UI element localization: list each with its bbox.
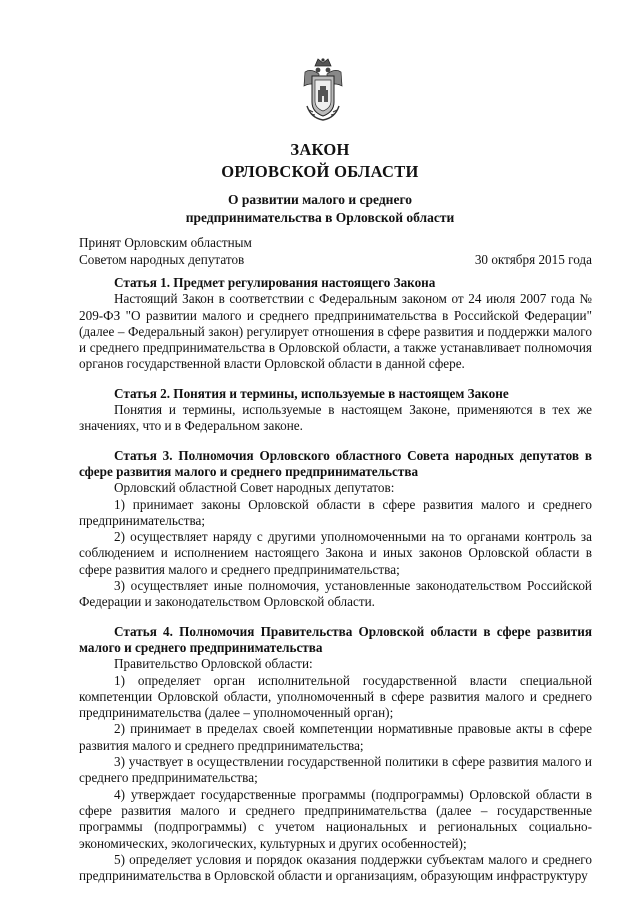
law-title: ЗАКОН [290,140,350,159]
adoption-info [79,234,252,268]
article-paragraph: 2) осуществляет наряду с другими уполномоченными на то органами контроль за соблюдением и исполнением настоящего Закона и иных законов Орловской области в сфере развития малого и среднего предпринимательства; [79,529,592,577]
article-paragraph: Настоящий Закон в соответствии с Федеральным законом от 24 июля 2007 года № 209-ФЗ "О развитии малого и среднего предпринимательства в Российской Федерации" (далее – Федеральный закон) регулирует отношения в сфере развития и поддержки малого и среднего предпринимательства в Орловской области, а также устанавливает полномочия органов государственной власти Орловской области в данной сфере. [79,291,592,372]
article-paragraph: 5) определяет условия и порядок оказания поддержки субъектам малого и среднего предпринимательства в Орловской области и организациям, образующим инфраструктуру [79,851,592,884]
adoption-date: 30 октября 2015 года [474,252,592,267]
subtitle-line: предпринимательства в Орловской области [185,210,455,225]
law-body [79,275,592,884]
article-paragraph: Понятия и термины, используемые в настоящем Законе, применяются в тех же значениях, что и в Федеральном законе. [79,402,592,434]
article-3 [79,448,592,611]
article-2 [79,386,592,435]
article-paragraph: Орловский областной Совет народных депутатов: [114,480,395,496]
article-1 [79,275,592,373]
coat-of-arms-emblem [301,56,345,124]
subtitle-line: О развитии малого и среднего [227,192,413,207]
article-paragraph: 1) принимает законы Орловской области в сфере развития малого и среднего предпринимательства; [79,496,592,528]
adoption-line: Принят Орловским областным [79,235,252,250]
article-paragraph: 2) принимает в пределах своей компетенции нормативные правовые акты в сфере развития малого и среднего предпринимательства; [79,721,592,753]
law-subtitle [0,191,640,227]
article-heading: Статья 3. Полномочия Орловского областного Совета народных депутатов в сфере развития малого и среднего предпринимательства [79,447,592,479]
article-4 [79,624,592,885]
law-region-title: ОРЛОВСКОЙ ОБЛАСТИ [221,162,419,181]
article-heading: Статья 1. Предмет регулирования настоящего Закона [114,275,436,290]
article-heading: Статья 4. Полномочия Правительства Орловской области в сфере развития малого и среднего предпринимательства [79,623,592,655]
article-paragraph: Правительство Орловской области: [114,656,313,672]
article-paragraph: 1) определяет орган исполнительной государственной власти специальной компетенции Орловской области, уполномоченный в сфере развития малого и среднего предпринимательства (далее – уполномоченный орган); [79,672,592,721]
article-heading: Статья 2. Понятия и термины, используемые в настоящем Законе [114,385,509,401]
article-paragraph: 4) утверждает государственные программы (подпрограммы) Орловской области в сфере развития малого и среднего предпринимательства (далее – государственные программы (подпрограммы) с учетом национальных и региональных социально-экономических, экологических, культурных и других особенностей); [79,786,592,851]
article-paragraph: 3) участвует в осуществлении государственной политики в сфере развития малого и среднего предпринимательства; [79,754,592,786]
article-paragraph: 3) осуществляет иные полномочия, установленные законодательством Российской Федерации и законодательством Орловской области. [79,578,592,610]
adoption-line: Советом народных депутатов [79,252,245,267]
